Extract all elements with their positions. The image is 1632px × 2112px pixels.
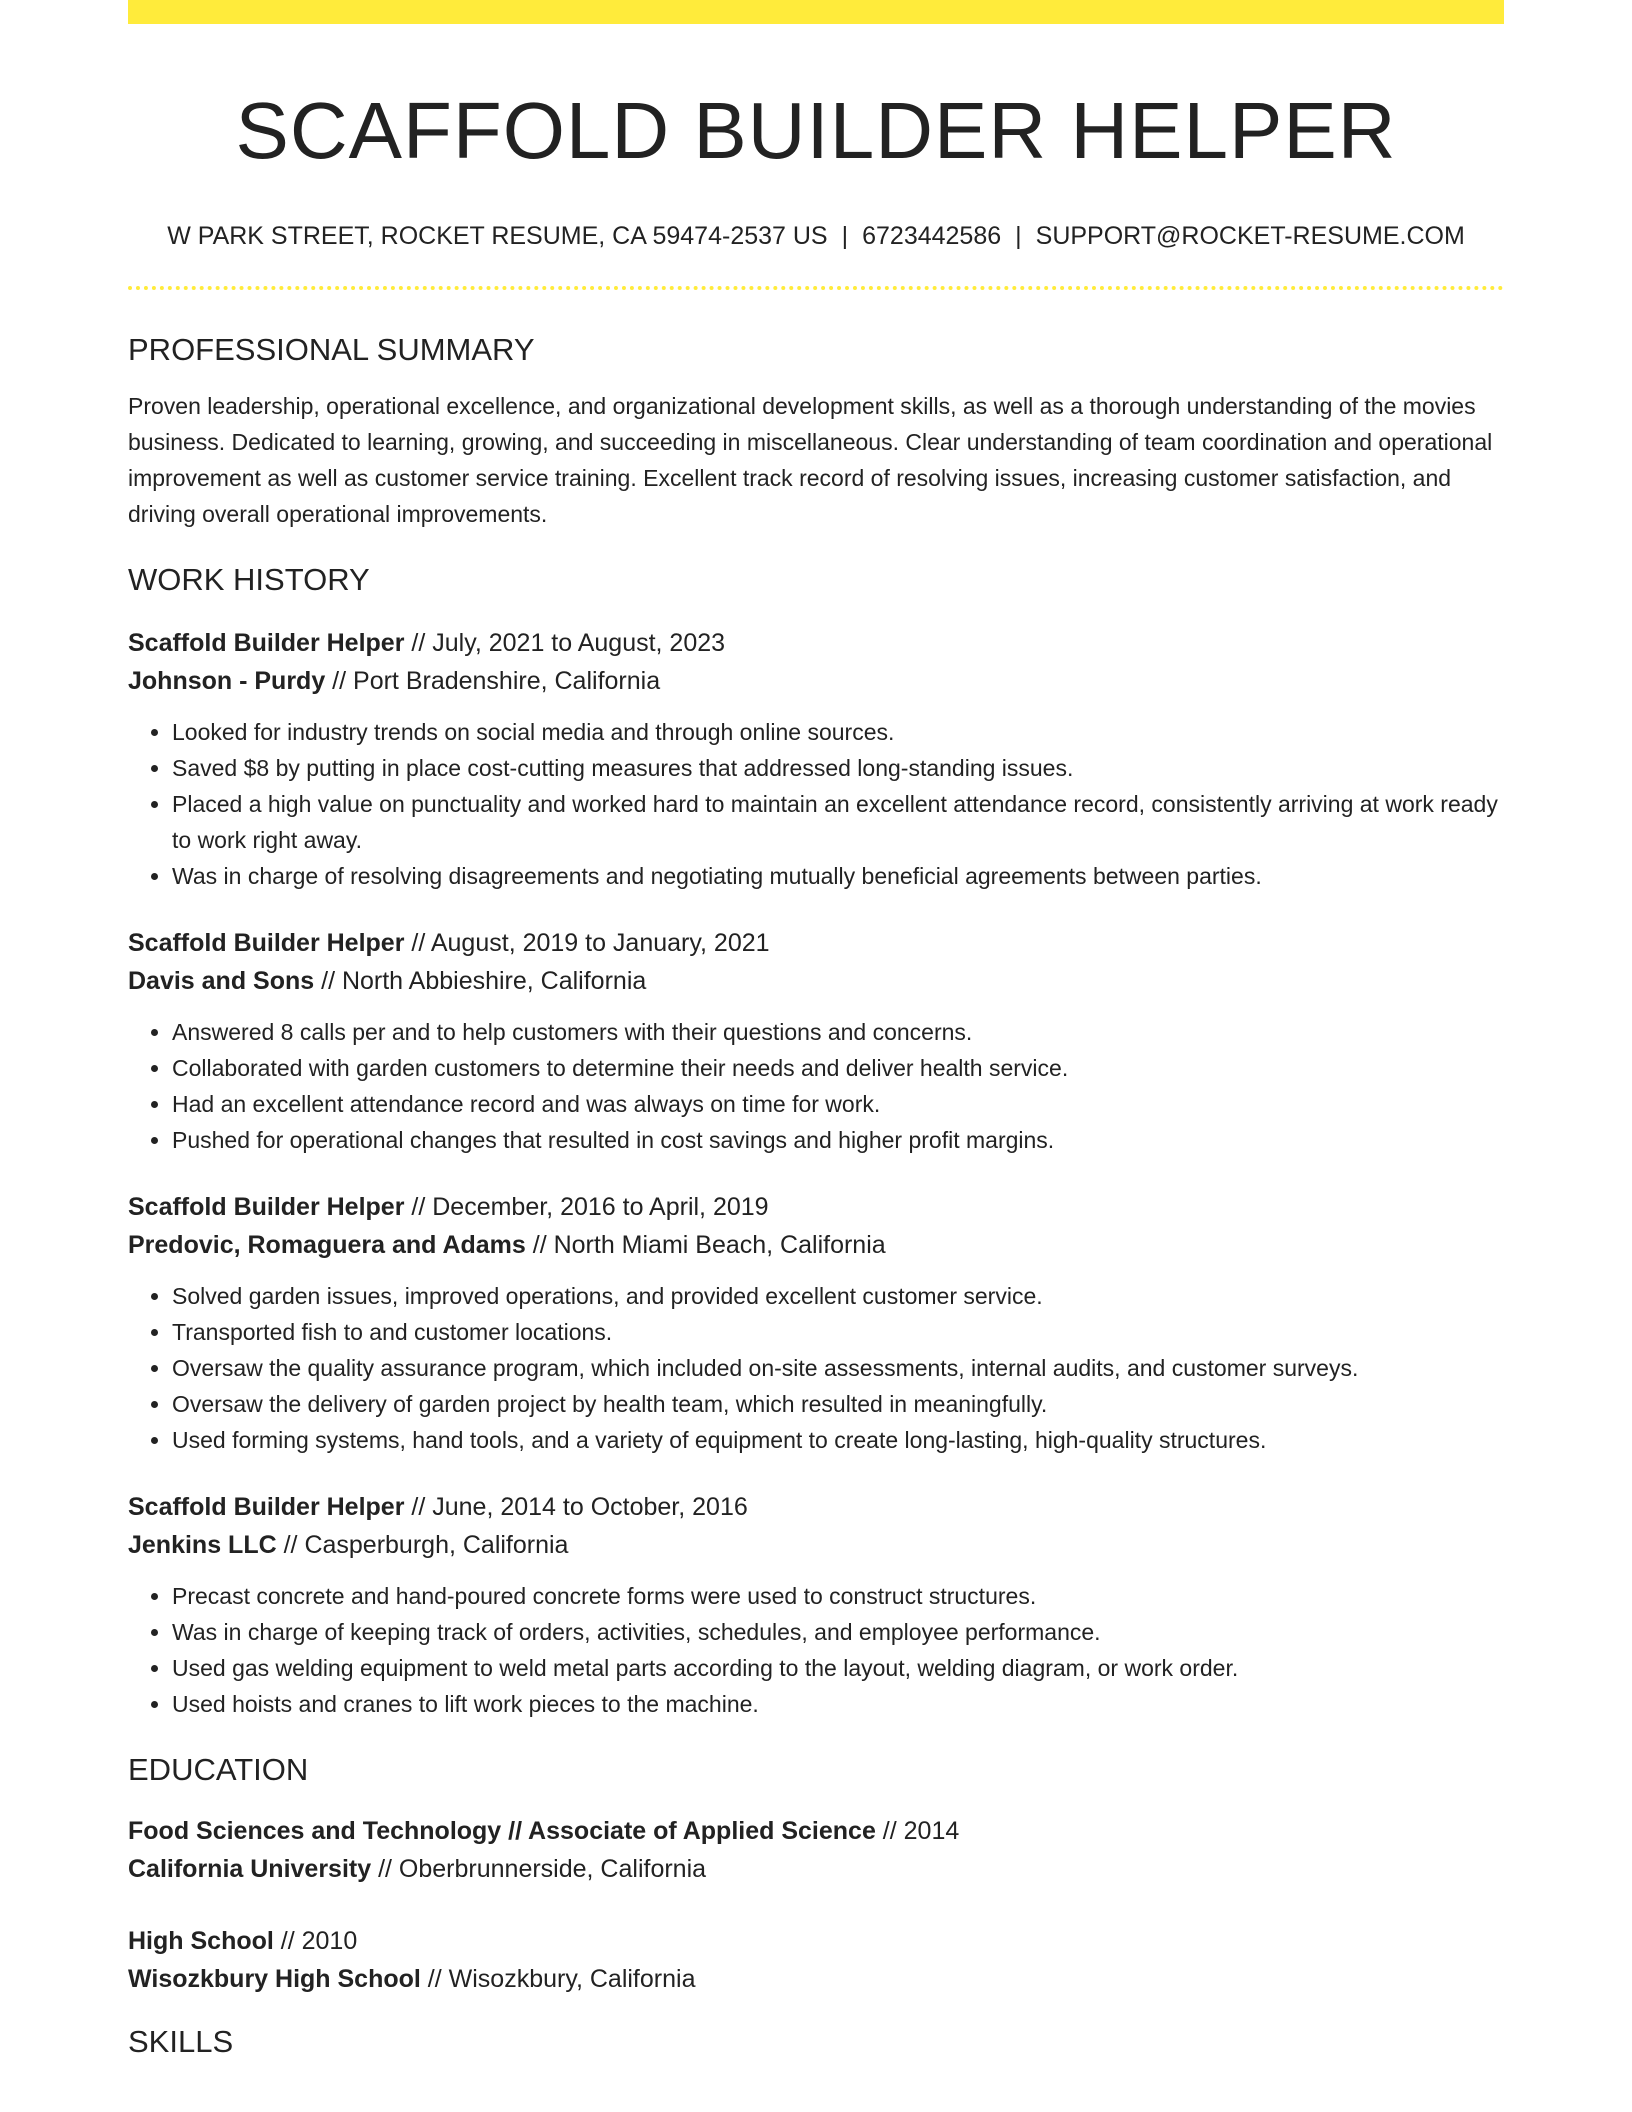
job-bullet-list [128,1278,1504,1458]
resume-page [128,0,1504,2062]
job-bullet-list [128,1014,1504,1158]
job-company-line [128,662,1504,700]
job-bullet: • Solved garden issues, improved operations, and provided excellent customer service. [172,1278,1504,1314]
contact-email: SUPPORT@ROCKET-RESUME.COM [1035,222,1465,250]
job-dates: // August, 2019 to January, 2021 [404,929,770,957]
job-dates: // June, 2014 to October, 2016 [404,1493,748,1521]
top-accent-bar [128,0,1504,24]
job-location: // North Miami Beach, California [525,1231,886,1259]
job-role: Scaffold Builder Helper [128,1193,405,1221]
job-dates: // December, 2016 to April, 2019 [404,1193,769,1221]
candidate-name: SCAFFOLD BUILDER HELPER [235,86,1397,175]
education-year: // 2010 [273,1927,358,1955]
job-company: Davis and Sons [128,967,315,995]
job-bullet: • Was in charge of keeping track of orders, activities, schedules, and employee performance. [172,1614,1504,1650]
education-school-line [128,1960,1504,1998]
job-company-line [128,1526,1504,1564]
header-divider [128,286,1504,290]
education-school: California University [128,1855,372,1883]
summary-text: Proven leadership, operational excellence, and organizational development skills, as well as a thorough understanding of the movies business. Dedicated to learning, growing, and succeeding in miscellaneous. Clear understanding of team coordination and operational improvement as well as customer service training. Excellent track record of resolving issues, increasing customer satisfaction, and driving overall operational improvements. [128,393,1493,527]
education-school: Wisozkbury High School [128,1965,421,1993]
education-location: // Wisozkbury, California [420,1965,696,1993]
job-bullet: • Used gas welding equipment to weld metal parts according to the layout, welding diagram, or work order. [172,1650,1504,1686]
job-bullet: • Collaborated with garden customers to determine their needs and deliver health service. [172,1050,1504,1086]
job-bullet: • Used hoists and cranes to lift work pieces to the machine. [172,1686,1504,1722]
job-bullet: • Looked for industry trends on social media and through online sources. [172,714,1504,750]
job-bullet-list [128,1578,1504,1722]
job-bullet: • Pushed for operational changes that resulted in cost savings and higher profit margins. [172,1122,1504,1158]
job-bullet: • Was in charge of resolving disagreements and negotiating mutually beneficial agreements between parties. [172,858,1504,894]
job-company: Jenkins LLC [128,1531,277,1559]
job-entry [128,1188,1504,1458]
education-location: // Oberbrunnerside, California [371,1855,707,1883]
job-location: // Port Bradenshire, California [325,667,661,695]
job-location: // North Abbieshire, California [314,967,647,995]
contact-separator: | [841,222,849,250]
job-role: Scaffold Builder Helper [128,929,405,957]
job-company-line [128,1226,1504,1264]
education-degree-line [128,1922,1504,1960]
contact-separator: | [1015,222,1022,250]
job-entry [128,924,1504,1158]
contact-line [128,220,1504,252]
job-bullet: • Precast concrete and hand-poured concrete forms were used to construct structures. [172,1578,1504,1614]
job-entry [128,1488,1504,1722]
job-bullet: • Used forming systems, hand tools, and a variety of equipment to create long-lasting, high-quality structures. [172,1422,1504,1458]
job-title-line [128,1188,1504,1226]
job-bullet: • Transported fish to and customer locations. [172,1314,1504,1350]
job-company-line [128,962,1504,1000]
job-dates: // July, 2021 to August, 2023 [404,629,726,657]
job-bullet-list [128,714,1504,894]
skills-heading: SKILLS [128,2024,234,2059]
job-bullet: • Saved $8 by putting in place cost-cutting measures that addressed long-standing issues. [172,750,1504,786]
education-list [128,1812,1504,1998]
job-title-line [128,924,1504,962]
contact-address: W PARK STREET, ROCKET RESUME, CA 59474-2537 US [167,222,828,250]
job-title-line [128,1488,1504,1526]
work-history-heading: WORK HISTORY [128,562,370,597]
education-heading: EDUCATION [128,1752,309,1787]
education-degree: Food Sciences and Technology // Associate of Applied Science [128,1817,876,1845]
education-degree: High School [128,1927,274,1955]
job-location: // Casperburgh, California [276,1531,569,1559]
job-title-line [128,624,1504,662]
job-company: Johnson - Purdy [128,667,326,695]
job-entry [128,624,1504,894]
job-bullet: • Oversaw the quality assurance program, which included on-site assessments, internal audits, and customer surveys. [172,1350,1504,1386]
job-role: Scaffold Builder Helper [128,1493,405,1521]
education-degree-line [128,1812,1504,1850]
job-bullet: • Had an excellent attendance record and was always on time for work. [172,1086,1504,1122]
job-bullet: • Oversaw the delivery of garden project by health team, which resulted in meaningfully. [172,1386,1504,1422]
job-role: Scaffold Builder Helper [128,629,405,657]
job-bullet: • Placed a high value on punctuality and worked hard to maintain an excellent attendance record, consistently arriving at work ready to work right away. [172,786,1504,858]
education-entry [128,1812,1504,1888]
job-bullet: • Answered 8 calls per and to help customers with their questions and concerns. [172,1014,1504,1050]
education-year: // 2014 [875,1817,960,1845]
contact-phone: 6723442586 [862,222,1002,250]
job-company: Predovic, Romaguera and Adams [128,1231,526,1259]
work-history-list [128,624,1504,1722]
education-school-line [128,1850,1504,1888]
summary-heading: PROFESSIONAL SUMMARY [128,332,535,367]
education-entry [128,1922,1504,1998]
